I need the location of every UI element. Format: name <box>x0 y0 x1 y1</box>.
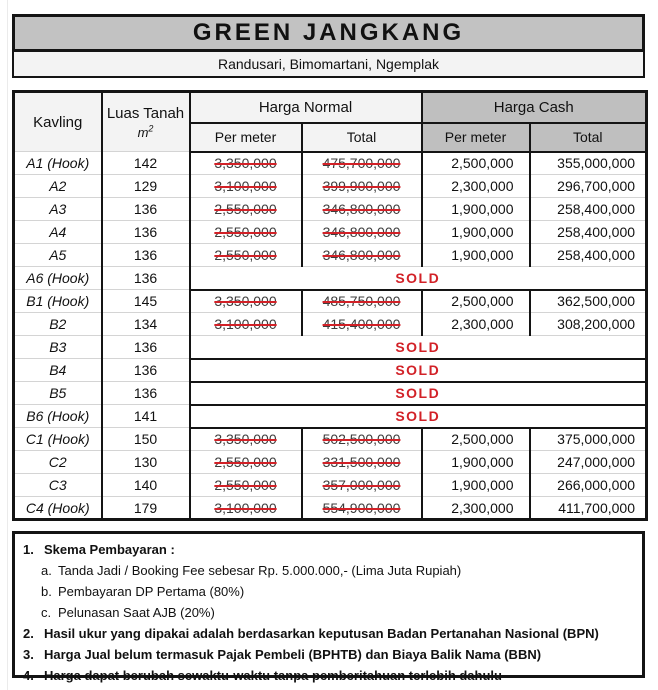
normal-total-cell: 475,700,000 <box>302 152 422 175</box>
normal-total-cell: 346,800,000 <box>302 221 422 244</box>
table-row <box>14 244 647 267</box>
luas-cell: 150 <box>102 428 190 451</box>
luas-cell: 140 <box>102 474 190 497</box>
normal-per-meter-cell: 3,100,000 <box>190 313 302 336</box>
table-row <box>14 336 647 359</box>
cash-per-meter-cell: 2,300,000 <box>422 175 530 198</box>
price-table <box>12 90 648 521</box>
sold-cell: SOLD <box>190 267 647 290</box>
cash-total-cell: 258,400,000 <box>530 198 647 221</box>
col-header-normal-per-meter: Per meter <box>190 123 302 152</box>
kavling-cell: B6 (Hook) <box>14 405 102 428</box>
normal-total-cell: 346,800,000 <box>302 198 422 221</box>
normal-total-cell: 346,800,000 <box>302 244 422 267</box>
cash-per-meter-cell: 2,500,000 <box>422 152 530 175</box>
note-subitem-text: Pelunasan Saat AJB (20%) <box>58 605 215 620</box>
normal-total-cell: 415,400,000 <box>302 313 422 336</box>
table-row <box>14 290 647 313</box>
luas-cell: 136 <box>102 221 190 244</box>
luas-header-line1: Luas Tanah <box>106 105 185 123</box>
kavling-cell: C2 <box>14 451 102 474</box>
luas-cell: 136 <box>102 198 190 221</box>
col-header-cash-per-meter: Per meter <box>422 123 530 152</box>
sold-cell: SOLD <box>190 382 647 405</box>
kavling-cell: A5 <box>14 244 102 267</box>
kavling-cell: B1 (Hook) <box>14 290 102 313</box>
luas-cell: 141 <box>102 405 190 428</box>
cash-per-meter-cell: 2,500,000 <box>422 428 530 451</box>
normal-per-meter-cell: 3,100,000 <box>190 175 302 198</box>
col-header-luas <box>102 92 190 152</box>
kavling-cell: A2 <box>14 175 102 198</box>
luas-cell: 136 <box>102 359 190 382</box>
table-row <box>14 313 647 336</box>
normal-per-meter-cell: 2,550,000 <box>190 451 302 474</box>
cash-total-cell: 258,400,000 <box>530 221 647 244</box>
luas-cell: 129 <box>102 175 190 198</box>
note-text: Harga Jual belum termasuk Pajak Pembeli (BPHTB) dan Biaya Balik Nama (BBN) <box>44 647 542 662</box>
normal-per-meter-cell: 2,550,000 <box>190 221 302 244</box>
normal-per-meter-cell: 2,550,000 <box>190 198 302 221</box>
table-row <box>14 497 647 520</box>
table-row <box>14 428 647 451</box>
luas-cell: 142 <box>102 152 190 175</box>
table-row <box>14 474 647 497</box>
cash-per-meter-cell: 1,900,000 <box>422 244 530 267</box>
kavling-cell: B3 <box>14 336 102 359</box>
normal-total-cell: 485,750,000 <box>302 290 422 313</box>
subtitle-banner <box>12 52 645 78</box>
luas-cell: 145 <box>102 290 190 313</box>
luas-cell: 179 <box>102 497 190 520</box>
cash-per-meter-cell: 1,900,000 <box>422 221 530 244</box>
note-subitem-letter: c. <box>41 605 52 620</box>
normal-per-meter-cell: 3,100,000 <box>190 497 302 520</box>
cash-total-cell: 362,500,000 <box>530 290 647 313</box>
col-header-harga-normal: Harga Normal <box>190 92 422 123</box>
sold-cell: SOLD <box>190 405 647 428</box>
table-row <box>14 382 647 405</box>
note-subitem <box>41 602 634 623</box>
kavling-cell: B5 <box>14 382 102 405</box>
normal-total-cell: 554,900,000 <box>302 497 422 520</box>
note-item <box>20 623 634 644</box>
col-header-kavling-label: Kavling <box>33 113 83 131</box>
luas-cell: 136 <box>102 382 190 405</box>
normal-total-cell: 399,900,000 <box>302 175 422 198</box>
page-subtitle: Randusari, Bimomartani, Ngemplak <box>218 56 439 72</box>
sold-cell: SOLD <box>190 359 647 382</box>
kavling-cell: A3 <box>14 198 102 221</box>
cash-per-meter-cell: 2,500,000 <box>422 290 530 313</box>
note-number: 4. <box>23 668 34 683</box>
page-title: GREEN JANGKANG <box>192 19 465 46</box>
col-header-kavling <box>14 92 102 152</box>
cash-total-cell: 247,000,000 <box>530 451 647 474</box>
notes-box <box>12 531 645 683</box>
note-subitem-letter: a. <box>41 563 52 578</box>
table-row <box>14 175 647 198</box>
kavling-cell: B2 <box>14 313 102 336</box>
normal-per-meter-cell: 2,550,000 <box>190 474 302 497</box>
kavling-cell: B4 <box>14 359 102 382</box>
note-subitem <box>41 581 634 602</box>
note-text: Harga dapat berubah sewaktu-waktu tanpa pemberitahuan terlebih dahulu <box>44 668 502 683</box>
note-text: Skema Pembayaran : <box>44 542 175 557</box>
table-row <box>14 451 647 474</box>
table-row <box>14 152 647 175</box>
cash-per-meter-cell: 1,900,000 <box>422 474 530 497</box>
title-banner <box>12 14 645 52</box>
kavling-cell: C1 (Hook) <box>14 428 102 451</box>
page-edge-line <box>7 0 8 690</box>
table-row <box>14 405 647 428</box>
col-header-cash-total: Total <box>530 123 647 152</box>
normal-total-cell: 502,500,000 <box>302 428 422 451</box>
normal-per-meter-cell: 3,350,000 <box>190 428 302 451</box>
note-number: 3. <box>23 647 34 662</box>
normal-per-meter-cell: 3,350,000 <box>190 290 302 313</box>
note-item <box>20 539 634 560</box>
luas-header-unit: $m^2$ <box>137 123 154 140</box>
cash-total-cell: 411,700,000 <box>530 497 647 520</box>
cash-total-cell: 308,200,000 <box>530 313 647 336</box>
note-item <box>20 644 634 665</box>
normal-total-cell: 331,500,000 <box>302 451 422 474</box>
luas-cell: 136 <box>102 336 190 359</box>
normal-total-cell: 357,000,000 <box>302 474 422 497</box>
col-header-normal-total: Total <box>302 123 422 152</box>
note-subitem-text: Pembayaran DP Pertama (80%) <box>58 584 245 599</box>
kavling-cell: A1 (Hook) <box>14 152 102 175</box>
price-table-body <box>14 152 647 520</box>
note-number: 2. <box>23 626 34 641</box>
luas-cell: 134 <box>102 313 190 336</box>
note-subitem-letter: b. <box>41 584 52 599</box>
note-subitem <box>41 560 634 581</box>
luas-cell: 136 <box>102 244 190 267</box>
cash-total-cell: 296,700,000 <box>530 175 647 198</box>
normal-per-meter-cell: 2,550,000 <box>190 244 302 267</box>
kavling-cell: A6 (Hook) <box>14 267 102 290</box>
cash-total-cell: 266,000,000 <box>530 474 647 497</box>
cash-total-cell: 258,400,000 <box>530 244 647 267</box>
kavling-cell: A4 <box>14 221 102 244</box>
note-subitem-text: Tanda Jadi / Booking Fee sebesar Rp. 5.000.000,- (Lima Juta Rupiah) <box>58 563 462 578</box>
cash-per-meter-cell: 1,900,000 <box>422 198 530 221</box>
table-row <box>14 221 647 244</box>
note-number: 1. <box>23 542 34 557</box>
kavling-cell: C4 (Hook) <box>14 497 102 520</box>
sold-cell: SOLD <box>190 336 647 359</box>
cash-total-cell: 355,000,000 <box>530 152 647 175</box>
kavling-cell: C3 <box>14 474 102 497</box>
table-row <box>14 359 647 382</box>
cash-total-cell: 375,000,000 <box>530 428 647 451</box>
note-item <box>20 665 634 686</box>
col-header-harga-cash: Harga Cash <box>422 92 647 123</box>
normal-per-meter-cell: 3,350,000 <box>190 152 302 175</box>
note-text: Hasil ukur yang dipakai adalah berdasarkan keputusan Badan Pertanahan Nasional (BPN) <box>44 626 599 641</box>
table-row <box>14 198 647 221</box>
table-row <box>14 267 647 290</box>
luas-cell: 130 <box>102 451 190 474</box>
cash-per-meter-cell: 2,300,000 <box>422 313 530 336</box>
luas-cell: 136 <box>102 267 190 290</box>
cash-per-meter-cell: 2,300,000 <box>422 497 530 520</box>
cash-per-meter-cell: 1,900,000 <box>422 451 530 474</box>
